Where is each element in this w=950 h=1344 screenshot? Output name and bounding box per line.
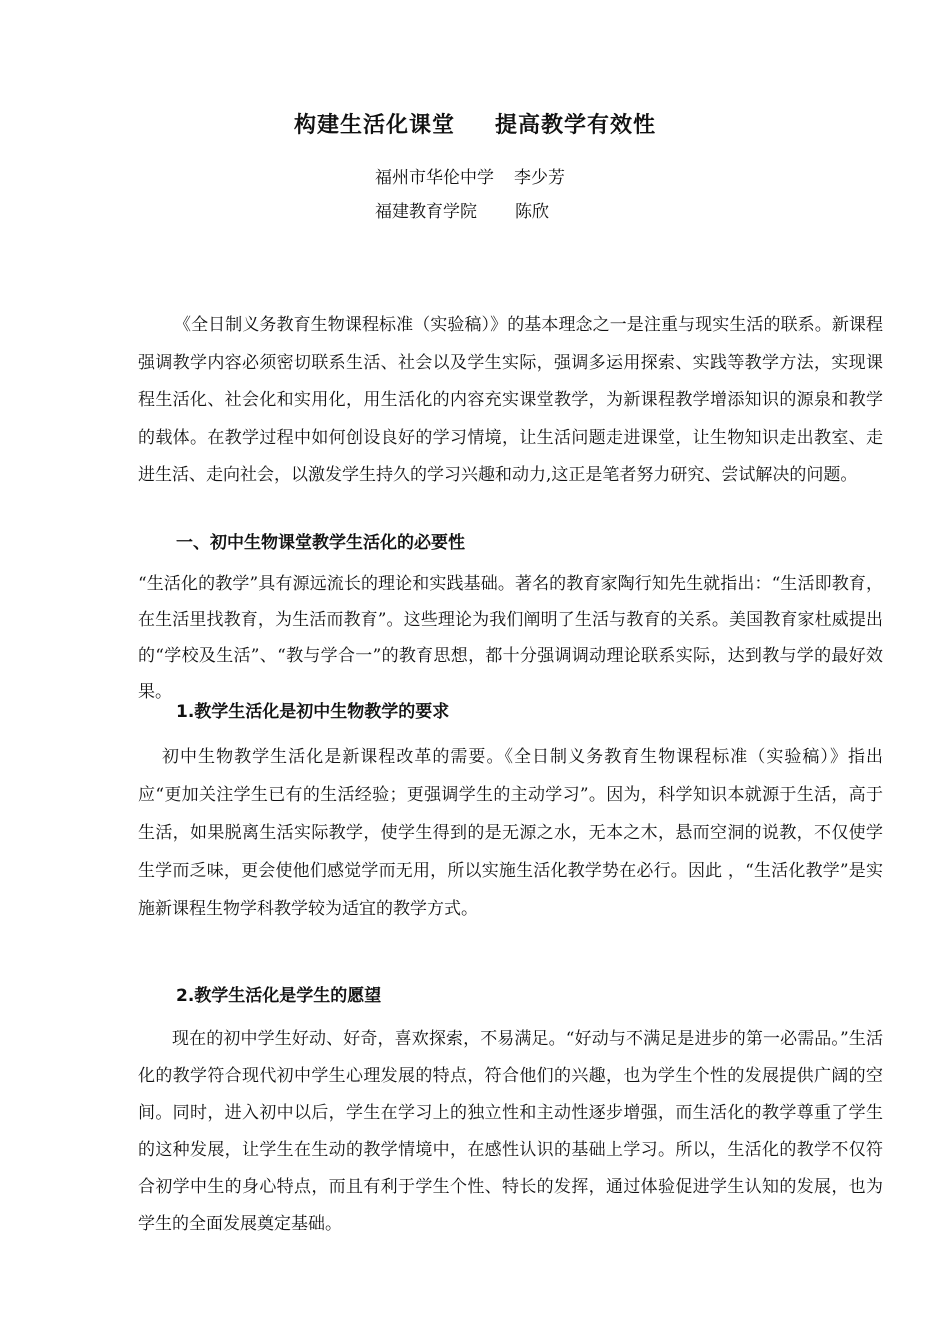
document-title — [0, 108, 950, 144]
section-paragraph: “生活化的教学”具有源远流长的理论和实践基础。著名的教育家陶行知先生就指出：“生活即教育，在生活里找教育，为生活而教育”。这些理论为我们阐明了生活与教育的关系。美国教育家杜威提出的“学校及生活”、“教与学合一”的教育思想，都十分强调调动理论联系实际，达到教与学的最好效果。 — [138, 574, 883, 702]
section-heading: 一、初中生物课堂教学生活化的必要性 — [176, 533, 465, 553]
subsection-paragraph: 初中生物教学生活化是新课程改革的需要。《全日制义务教育生物课程标准（实验稿）》指出应“更加关注学生已有的生活经验；更强调学生的主动学习”。因为，科学知识本就源于生活，高于生活，如果脱离生活实际教学，使学生得到的是无源之水，无本之木，悬而空洞的说教，不仅使学生学而乏味，更会使他们感觉学而无用，所以实施生活化教学势在必行。因此 ，“生活化教学”是实施新课程生物学科教学较为适宜的教学方式。 — [138, 747, 883, 919]
title-part-1: 构建生活化课堂 — [293, 113, 455, 138]
subsection-paragraph: 现在的初中学生好动、好奇，喜欢探索，不易满足。“好动与不满足是进步的第一必需品。”生活化的教学符合现代初中学生心理发展的特点，符合他们的兴趣，也为学生个性的发展提供广阔的空间。同时，进入初中以后，学生在学习上的独立性和主动性逐步增强，而生活化的教学尊重了学生的这种发展，让学生在生动的教学情境中，在感性认识的基础上学习。所以，生活化的教学不仅符合初学中生的身心特点，而且有利于学生个性、特长的发挥，通过体验促进学生认知的发展，也为学生的全面发展奠定基础。 — [138, 1029, 883, 1234]
intro-paragraph: 《全日制义务教育生物课程标准（实验稿）》的基本理念之一是注重与现实生活的联系。新课程强调教学内容必须密切联系生活、社会以及学生实际，强调多运用探索、实践等教学方法，实现课程生活化、社会化和实用化，用生活化的内容充实课堂教学，为新课程教学增添知识的源泉和教学的载体。在教学过程中如何创设良好的学习情境，让生活问题走进课堂，让生物知识走出教室、走进生活、走向社会，以激发学生持久的学习兴趣和动力,这正是笔者努力研究、尝试解决的问题。 — [138, 315, 883, 485]
author-line — [375, 199, 549, 225]
author-name: 李少芳 — [514, 168, 565, 188]
subsection-heading: 1.教学生活化是初中生物教学的要求 — [176, 702, 450, 722]
author-line — [375, 165, 565, 191]
author-affiliation: 福州市华伦中学 — [375, 168, 494, 188]
author-name: 陈欣 — [515, 202, 549, 222]
title-part-2: 提高教学有效性 — [495, 113, 657, 138]
subsection-heading: 2.教学生活化是学生的愿望 — [176, 986, 382, 1006]
author-affiliation: 福建教育学院 — [375, 202, 477, 222]
